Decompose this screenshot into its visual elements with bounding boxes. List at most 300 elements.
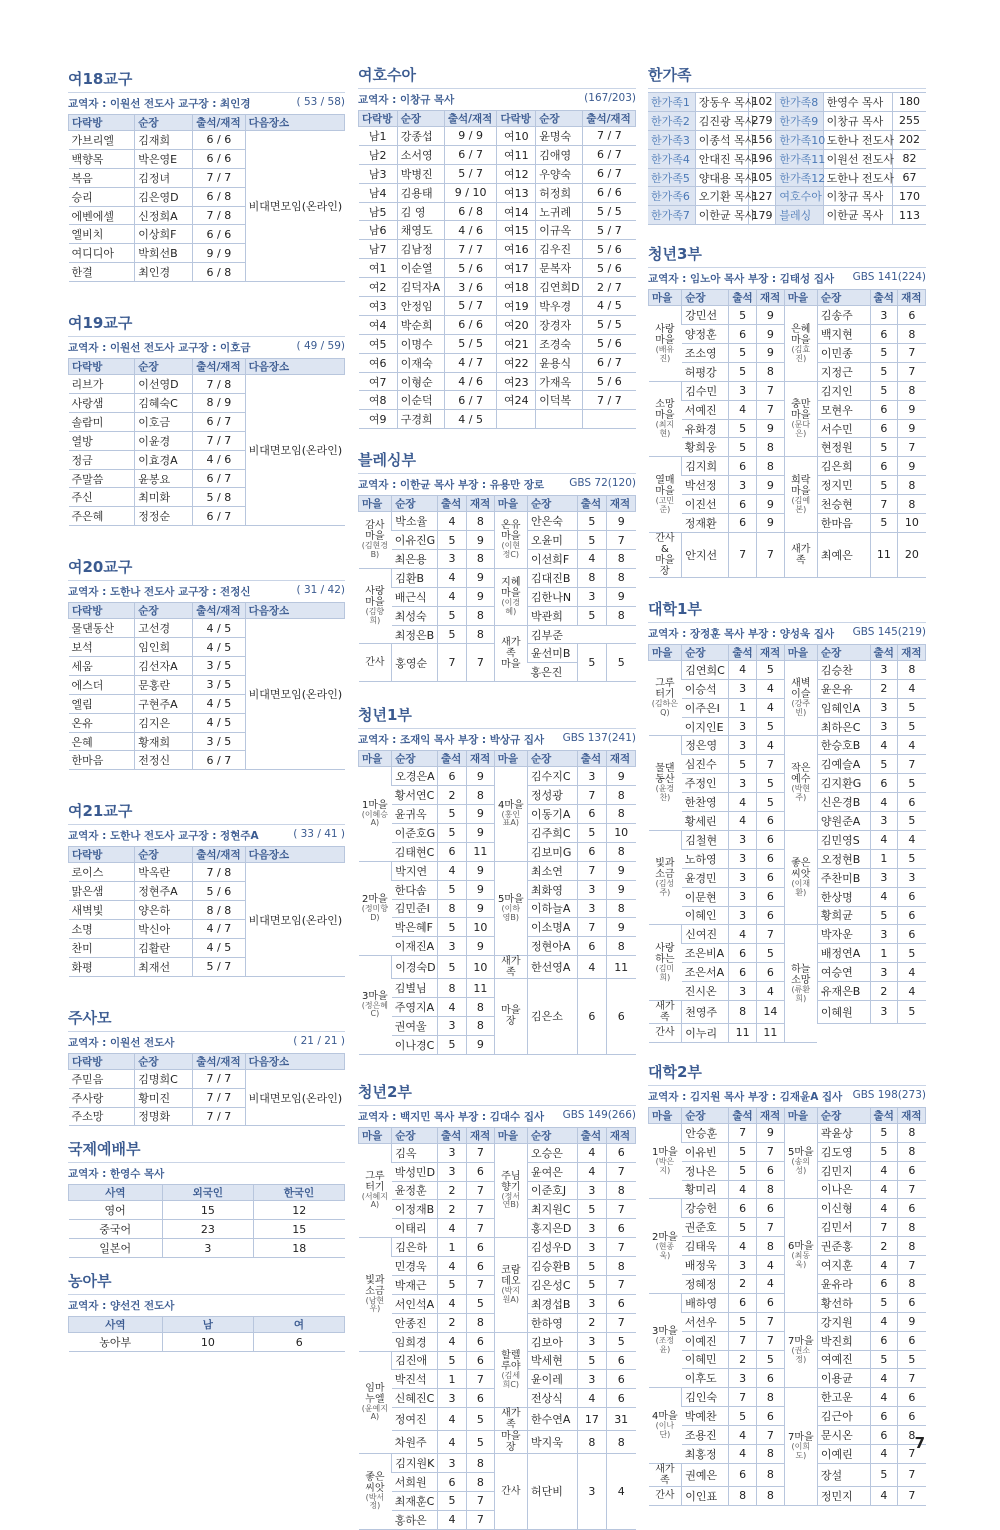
enrolled: 10 [467, 918, 495, 937]
enrolled: 7 [898, 344, 926, 363]
enrolled: 20 [898, 532, 926, 577]
cell: 이명수 [397, 334, 444, 353]
enrolled: 6 [606, 1219, 635, 1238]
column-header: 출석 [729, 290, 757, 306]
village-leader: (조정윤) [655, 1336, 675, 1355]
village-label: 7마을 [787, 1432, 814, 1444]
attend: 4 [437, 1431, 466, 1454]
attend: 4 [437, 1257, 466, 1276]
table-row [648, 130, 926, 149]
enrolled: 6 [606, 1143, 635, 1162]
column-header: 순장 [135, 115, 193, 131]
village-leader: (권소정) [791, 1345, 811, 1364]
leader-name: 최경섭B [527, 1294, 577, 1313]
attend: 5 [437, 1491, 466, 1510]
attend: 6 [870, 400, 898, 419]
yeohosua-table [358, 110, 636, 429]
leader-name: 이민종 [817, 344, 870, 363]
enrolled: 11 [467, 979, 495, 998]
leader-name: 김태욱 [682, 1237, 729, 1256]
enrolled: 7 [757, 1218, 785, 1237]
village-name [784, 660, 817, 736]
staff-info: 교역자 : 한영수 목사 [68, 1168, 165, 1181]
staff-info: 교역자 : 이원선 전도사 교구장 : 최인경 [68, 98, 251, 110]
cell: 김지은 [135, 713, 193, 732]
cell: 김혜숙C [135, 394, 193, 413]
enrolled: 7 [757, 532, 785, 577]
enrolled: 7 [467, 1510, 495, 1529]
column-header: 다음장소 [245, 115, 344, 131]
section-5 [68, 1138, 345, 1258]
attendance-total: GBS 149(266) [562, 1108, 636, 1121]
attend: 5 [729, 755, 757, 774]
attend: 6 [437, 767, 466, 786]
village-label: 마을 [655, 334, 675, 346]
section-0 [68, 68, 345, 282]
village-leader: (정서연B) [501, 1191, 521, 1210]
cell: 한마음 [69, 751, 135, 770]
column-header: 다락방 [69, 359, 135, 375]
village-label: 마을 [791, 410, 811, 422]
leader-name: 배정연A [817, 944, 870, 963]
attend: 5 [437, 805, 466, 824]
attend: 2 [729, 1350, 757, 1369]
village-label: 사랑 [655, 323, 675, 335]
table-header-row [69, 359, 345, 375]
cell: 여20 [497, 315, 536, 334]
cell: 가브리엘 [69, 131, 135, 150]
attend: 6 [437, 842, 466, 861]
attend: 3 [577, 880, 606, 899]
enrolled: 8 [467, 1473, 495, 1492]
village-label: 새가족 [791, 543, 811, 566]
section-2 [68, 556, 345, 770]
attend: 5 [577, 606, 606, 625]
staff-info: 교역자 : 이원선 전도사 [68, 1036, 175, 1049]
enrolled: 8 [898, 325, 926, 344]
enrolled: 4 [757, 736, 785, 755]
column-header: 순장 [817, 1107, 870, 1123]
cell: 소명 [69, 920, 135, 939]
cell: 한가족7 [648, 206, 695, 225]
village-leader: (문다은) [791, 420, 811, 439]
village-label: 마을 [655, 410, 675, 422]
cell: 4 / 5 [193, 938, 245, 957]
cell: 문복자 [536, 259, 583, 278]
enrolled: 8 [467, 625, 495, 644]
table-row [359, 1431, 636, 1454]
attend: 5 [870, 1142, 898, 1161]
leader-name: 박세현 [527, 1351, 577, 1370]
village-leader: (김하은Q) [651, 699, 679, 718]
village-name [649, 736, 682, 830]
column-header: 순장 [135, 359, 193, 375]
enrolled: 9 [606, 587, 635, 606]
cell: 4 / 6 [444, 372, 497, 391]
page-number: 7 [914, 1434, 925, 1452]
attend: 6 [729, 1463, 757, 1486]
cell: 4 / 5 [193, 694, 245, 713]
enrolled: 31 [606, 1408, 635, 1431]
leader-name: 황희균 [817, 906, 870, 925]
attend: 5 [870, 476, 898, 495]
attend: 5 [577, 1275, 606, 1294]
village-leader: (이현정C) [501, 541, 521, 560]
village-name [494, 568, 527, 625]
attend: 6 [729, 457, 757, 476]
cell: 180 [893, 93, 926, 112]
enrolled: 10 [606, 823, 635, 842]
attend: 5 [729, 1407, 757, 1426]
enrolled: 8 [898, 1218, 926, 1237]
enrolled: 9 [757, 495, 785, 514]
attend: 6 [729, 495, 757, 514]
cell: 이순덕 [397, 391, 444, 410]
cell: 4 / 7 [193, 920, 245, 939]
cell: 7 / 7 [193, 1069, 245, 1088]
attend: 5 [870, 381, 898, 400]
leader-name: 박소율 [392, 512, 438, 531]
table-header-row [359, 1127, 636, 1143]
enrolled: 5 [467, 1294, 495, 1313]
enrolled: 7 [606, 1200, 635, 1219]
cell: 김활란 [135, 938, 193, 957]
table-row [69, 1201, 345, 1220]
attend: 4 [577, 1389, 606, 1408]
attend: 3 [870, 868, 898, 887]
section-title: 청년3부 [648, 243, 926, 268]
enrolled: 6 [757, 812, 785, 831]
enrolled: 8 [606, 1431, 635, 1454]
leader-name: 조용진 [682, 1426, 729, 1445]
leader-name: 최화영 [527, 880, 577, 899]
village-name [784, 830, 817, 924]
leader-name: 정나은 [682, 1161, 729, 1180]
cell: 여4 [359, 315, 398, 334]
leader-name: 문시온 [817, 1426, 870, 1445]
enrolled: 5 [898, 944, 926, 963]
cell: 4 / 5 [583, 297, 636, 316]
village-label: 간사& [655, 532, 675, 555]
leader-name: 주영지A [392, 998, 438, 1017]
cell: 4 / 7 [444, 353, 497, 372]
section-subtitle [358, 732, 636, 747]
village-label: 새가족 [655, 1000, 675, 1023]
leader-name: 정민지 [817, 1486, 870, 1505]
section-bless [358, 449, 636, 682]
leader-name: 진시온 [682, 982, 729, 1001]
leader-name: 김지원K [392, 1454, 438, 1473]
village-label: 간사 [655, 1027, 675, 1039]
cell: 9 / 10 [444, 183, 497, 202]
attend: 4 [870, 1369, 898, 1388]
cell: 15 [253, 1220, 344, 1239]
enrolled: 4 [606, 1454, 635, 1530]
table-row [648, 93, 926, 112]
column-header: 마을 [784, 644, 817, 660]
section-subtitle [68, 340, 345, 355]
leader-name: 권여울 [392, 1016, 438, 1035]
table-row [69, 1333, 345, 1352]
column-header: 마을 [494, 751, 527, 767]
attend: 5 [870, 362, 898, 381]
cell: 6 / 8 [444, 202, 497, 221]
cell: 정현주A [135, 882, 193, 901]
section-title: 국제예배부 [68, 1138, 345, 1163]
leader-name: 여지훈 [817, 1256, 870, 1275]
cell: 6 / 6 [193, 149, 245, 168]
leader-name: 김옥 [392, 1143, 438, 1162]
table-row [359, 259, 636, 278]
leader-name: 박선정 [682, 476, 729, 495]
leader-name: 홍영순 [392, 644, 438, 682]
cell: 4 / 5 [193, 638, 245, 657]
cell: 여3 [359, 297, 398, 316]
cell: 7 / 7 [444, 240, 497, 259]
enrolled: 8 [898, 495, 926, 514]
leader-name: 이예린 [817, 1444, 870, 1463]
village-name [784, 1388, 817, 1505]
leader-name: 노하영 [682, 849, 729, 868]
column-header: 출석 [870, 290, 898, 306]
cell: 5 / 7 [444, 297, 497, 316]
cell: 179 [748, 206, 776, 225]
cell: 주소망 [69, 1107, 135, 1126]
cell: 장동우 목사 [695, 93, 748, 112]
column-header: 재적 [757, 290, 785, 306]
village-label: 소망 [791, 974, 811, 986]
village-leader: (정미향D) [361, 904, 389, 922]
section-subtitle [648, 626, 926, 641]
leader-name: 이혜원 [817, 1000, 870, 1023]
leader-name: 김보미G [527, 842, 577, 861]
village-name [494, 625, 527, 682]
attend: 1 [437, 1238, 466, 1257]
leader-name: 김예슬A [817, 755, 870, 774]
enrolled: 5 [898, 1000, 926, 1023]
leader-name: 한하영 [527, 1313, 577, 1332]
attend: 11 [870, 532, 898, 577]
attend: 17 [577, 1408, 606, 1431]
village-leader: (김예본) [791, 495, 811, 514]
attend: 7 [729, 1388, 757, 1407]
leader-name: 권예은 [682, 1463, 729, 1486]
table-row [359, 183, 636, 202]
leader-name: 김진애 [392, 1351, 438, 1370]
column-header: 재적 [467, 1127, 495, 1143]
cell: 7 / 7 [583, 391, 636, 410]
attend: 5 [577, 531, 606, 550]
enrolled: 9 [467, 1035, 495, 1054]
village-label: 하늘 [791, 963, 811, 975]
village-table [648, 1107, 926, 1506]
table-row [649, 457, 926, 476]
attend: 8 [577, 568, 606, 587]
leader-name: 안은숙 [527, 512, 577, 531]
village-leader: (김향희) [365, 607, 385, 626]
column-header: 출석 [437, 1127, 466, 1143]
column-header: 재적 [898, 1107, 926, 1123]
column-header: 순장 [682, 1107, 729, 1123]
village-leader: (송의성) [791, 1156, 811, 1175]
cell: 5 / 6 [583, 372, 636, 391]
village-name [784, 1199, 817, 1312]
attendance-total: GBS 198(273) [852, 1088, 926, 1101]
cell: 3 / 5 [193, 657, 245, 676]
cell: 김용태 [397, 183, 444, 202]
attend: 3 [729, 849, 757, 868]
column-header: 외국인 [162, 1185, 253, 1201]
table-row [649, 1199, 926, 1218]
cell: 주은혜 [69, 507, 135, 526]
leader-name: 양정훈 [682, 325, 729, 344]
enrolled: 4 [757, 982, 785, 1001]
leader-name: 오윤미 [527, 531, 577, 550]
enrolled: 9 [467, 899, 495, 918]
leader-name: 김은소 [527, 979, 577, 1055]
enrolled: 9 [898, 419, 926, 438]
section-subtitle [358, 477, 636, 492]
leader-name: 이준호J [527, 1181, 577, 1200]
column-header: 출석/재적 [193, 359, 245, 375]
column-header: 마을 [494, 496, 527, 512]
section-title: 여19교구 [68, 312, 345, 337]
village-label: 4마을 [652, 1411, 678, 1423]
cell: 9 / 9 [444, 127, 497, 146]
leader-name: 이나은 [817, 1180, 870, 1199]
village-label: 3마을 [652, 1326, 678, 1338]
village-label: 감사 [365, 520, 385, 532]
enrolled: 8 [467, 998, 495, 1017]
column-header: 다음장소 [245, 359, 344, 375]
leader-name: 최홍정 [682, 1444, 729, 1463]
attend: 5 [577, 823, 606, 842]
cell: 찬미 [69, 938, 135, 957]
enrolled: 5 [467, 1431, 495, 1454]
staff-info: 교역자 : 백지민 목사 부장 : 김대수 집사 [358, 1110, 545, 1123]
leader-name: 한다솜 [392, 880, 438, 899]
attendance-total: ( 53 / 58) [296, 96, 345, 108]
attend: 5 [437, 1275, 466, 1294]
leader-name: 이준호G [392, 823, 438, 842]
table-row [359, 145, 636, 164]
village-name [359, 512, 392, 569]
cell: 도한나 전도사 [823, 168, 893, 187]
enrolled: 6 [757, 849, 785, 868]
column-header: 출석/재적 [193, 115, 245, 131]
attend: 4 [729, 1237, 757, 1256]
cell: 4 / 5 [193, 619, 245, 638]
attend: 3 [729, 736, 757, 755]
village-name [359, 1143, 392, 1237]
leader-name: 박예찬 [682, 1407, 729, 1426]
table-header-row [649, 644, 926, 660]
table-row [359, 625, 636, 644]
section-title: 블레싱부 [358, 449, 636, 474]
table-row [648, 187, 926, 206]
attend: 5 [870, 906, 898, 925]
attend: 3 [729, 679, 757, 698]
leader-name: 이태리 [392, 1219, 438, 1238]
staff-info: 교역자 : 도한나 전도사 교구장 : 전정신 [68, 586, 251, 599]
village-name [494, 1332, 527, 1408]
village-leader: (김현경B) [361, 541, 389, 560]
enrolled: 7 [898, 1369, 926, 1388]
column-header: 출석 [870, 644, 898, 660]
leader-name: 허단비 [527, 1454, 577, 1530]
cell: 여5 [359, 334, 398, 353]
leader-name: 심진수 [682, 755, 729, 774]
leader-name: 김부준 [527, 625, 577, 644]
village-leader: (최지현) [655, 420, 675, 439]
attend: 4 [577, 956, 606, 979]
enrolled: 7 [898, 1180, 926, 1199]
cell: 한결 [69, 263, 135, 282]
section-young1 [358, 704, 636, 1054]
attend: 5 [577, 644, 606, 682]
column-middle [358, 62, 636, 1530]
cell: 물댄동산 [69, 619, 135, 638]
enrolled: 9 [467, 823, 495, 842]
village-leader: (현종욱) [655, 1241, 675, 1260]
enrolled: 7 [467, 1370, 495, 1389]
section-subtitle [648, 271, 926, 286]
leader-name: 서선우 [682, 1312, 729, 1331]
cell: 5 / 7 [444, 164, 497, 183]
cell: 9 / 9 [193, 244, 245, 263]
attend: 5 [729, 438, 757, 457]
cell: 김진광 목사 [695, 111, 748, 130]
attend: 4 [870, 830, 898, 849]
enrolled: 7 [757, 1312, 785, 1331]
leader-name: 황서연C [392, 786, 438, 805]
leader-name: 한찬영 [682, 793, 729, 812]
attend: 6 [870, 1426, 898, 1445]
column-header: 한국인 [253, 1185, 344, 1201]
village-label: 1마을 [652, 1146, 678, 1158]
cell: 세움 [69, 657, 135, 676]
attend: 4 [870, 1444, 898, 1463]
cell: 4 / 5 [193, 713, 245, 732]
cell: 8 / 8 [193, 901, 245, 920]
village-leader: (이경혜) [501, 597, 521, 616]
cell: 156 [748, 130, 776, 149]
column-header: 출석/재적 [583, 111, 636, 127]
cell: 23 [162, 1220, 253, 1239]
next-place: 비대면모임(온라인) [245, 375, 344, 526]
enrolled: 7 [606, 1275, 635, 1294]
leader-name: 임혜인A [817, 698, 870, 717]
column-header: 마을 [359, 496, 392, 512]
column-header: 출석 [729, 1107, 757, 1123]
village-leader: (김성주) [655, 878, 675, 897]
attend: 5 [729, 1142, 757, 1161]
cell: 6 / 6 [193, 131, 245, 150]
table-row [359, 240, 636, 259]
column-header: 다음장소 [245, 603, 344, 619]
section-title: 한가족 [648, 64, 926, 89]
cell: 구경희 [397, 410, 444, 429]
enrolled: 6 [898, 1388, 926, 1407]
table-header-row [69, 603, 345, 619]
cell: 한가족12 [776, 168, 823, 187]
leader-name: 최재훈C [392, 1491, 438, 1510]
attend: 8 [729, 1000, 757, 1023]
village-name [494, 512, 527, 569]
section-young3 [648, 243, 926, 578]
enrolled: 6 [467, 1332, 495, 1351]
leader-name: 조은서A [682, 963, 729, 982]
